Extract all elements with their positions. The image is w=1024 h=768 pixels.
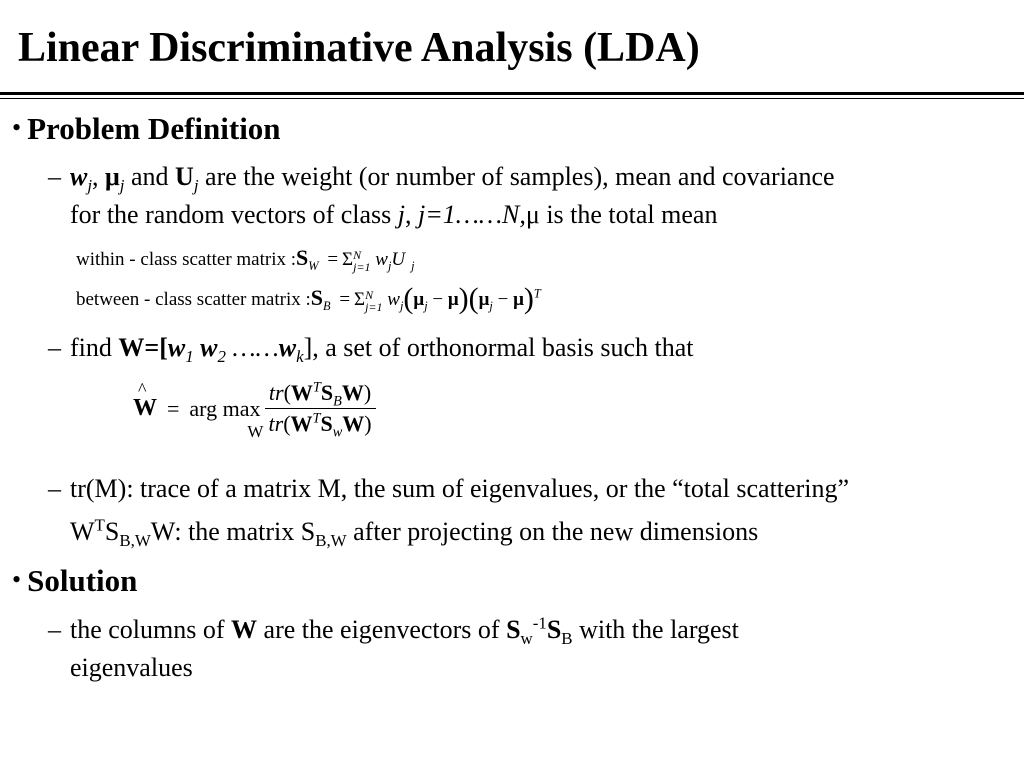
dash-icon: – bbox=[48, 333, 61, 362]
w1: w bbox=[167, 333, 186, 362]
word-and: and bbox=[131, 162, 169, 191]
paren-open: ( bbox=[468, 282, 479, 315]
S-B: S bbox=[546, 615, 562, 644]
within-S: S bbox=[296, 245, 309, 270]
within-label: within - class scatter matrix : bbox=[76, 249, 297, 270]
T: T bbox=[312, 410, 321, 427]
between-class-equation bbox=[76, 283, 541, 313]
mu-j: μ bbox=[478, 289, 490, 310]
title-rule-thick bbox=[0, 92, 1024, 95]
wk: w bbox=[278, 333, 297, 362]
wk-sub: k bbox=[296, 347, 304, 367]
W: W bbox=[150, 517, 175, 546]
sum-bottom: j=1 bbox=[365, 299, 383, 314]
ellipsis: …… bbox=[232, 333, 279, 362]
title-rule-thin bbox=[0, 98, 1024, 99]
S: S bbox=[104, 517, 120, 546]
term-U-sub: j bbox=[411, 258, 415, 273]
sub-j: j bbox=[119, 176, 125, 196]
S-sub: B bbox=[333, 393, 342, 410]
var-mu: μ bbox=[105, 162, 120, 191]
W-close: ], bbox=[303, 333, 319, 362]
between-S-sub: B bbox=[323, 298, 331, 313]
ratio-fraction bbox=[265, 379, 376, 441]
item-3-text: tr(M): trace of a matrix M, the sum of eigenvalues, or the “total scattering” bbox=[70, 474, 849, 503]
mu-total: μ bbox=[447, 289, 459, 310]
formula-eq: = bbox=[167, 395, 180, 421]
problem-item-1-line-1 bbox=[48, 160, 835, 194]
argmax-formula bbox=[133, 380, 376, 454]
solution-item-line-1 bbox=[48, 613, 739, 647]
W: W bbox=[341, 380, 364, 405]
problem-item-2 bbox=[48, 331, 694, 365]
S-sub: B,W bbox=[315, 531, 347, 551]
W-open: W=[ bbox=[118, 333, 168, 362]
mu-j-sub: j bbox=[489, 298, 493, 313]
T: T bbox=[94, 515, 105, 535]
sum-top: N bbox=[365, 287, 374, 302]
term-U: U bbox=[391, 249, 406, 270]
term-w-sub: j bbox=[399, 298, 404, 313]
w1-sub: 1 bbox=[185, 347, 194, 367]
w2: w bbox=[200, 333, 218, 362]
S-w: S bbox=[506, 615, 521, 644]
sub-j: j bbox=[87, 176, 93, 196]
comma: , bbox=[92, 162, 99, 191]
mu-j: μ bbox=[413, 289, 425, 310]
paren-close: ) bbox=[523, 282, 534, 315]
var-w: w bbox=[70, 162, 88, 191]
between-eq: = bbox=[339, 289, 351, 310]
problem-item-3-line-2 bbox=[70, 515, 758, 549]
S-B-sub: B bbox=[561, 629, 573, 649]
item-3-line-2-text: : the matrix S bbox=[174, 517, 316, 546]
term-w: w bbox=[375, 249, 388, 270]
within-class-equation bbox=[76, 245, 415, 273]
minus: − bbox=[497, 289, 509, 310]
item-1-text-a: are the weight (or number of samples), mean and covariance bbox=[205, 162, 835, 191]
W: W bbox=[290, 411, 313, 436]
W-hat bbox=[133, 379, 157, 422]
mu-total: μ bbox=[513, 289, 524, 310]
fraction-denominator: $tr(W^TS_wW)$ bbox=[268, 410, 372, 441]
bullet-dot-icon: • bbox=[12, 565, 22, 594]
var-mu-total: μ bbox=[525, 200, 540, 229]
comma: , bbox=[405, 200, 412, 229]
bullet-problem-definition bbox=[12, 111, 281, 149]
S: S bbox=[320, 411, 333, 436]
problem-heading: Problem Definition bbox=[27, 111, 281, 146]
term-w-sub: j bbox=[387, 258, 392, 273]
W: W bbox=[231, 615, 258, 644]
item-3-line-2-rest: after projecting on the new dimensions bbox=[353, 517, 759, 546]
item-2-rest: a set of orthonormal basis such that bbox=[325, 333, 694, 362]
word-find: find bbox=[70, 333, 112, 362]
sum-bottom: j=1 bbox=[353, 259, 371, 274]
item-1-text-b: for the random vectors of class bbox=[70, 200, 392, 229]
W-hat-letter: W bbox=[133, 395, 157, 421]
problem-item-1-line-2 bbox=[70, 198, 717, 232]
argmax-under: W bbox=[247, 421, 264, 441]
solution-text-d: eigenvalues bbox=[70, 653, 193, 682]
W: W bbox=[290, 380, 313, 405]
dash-icon: – bbox=[48, 615, 61, 644]
transpose-T: T bbox=[533, 286, 541, 301]
solution-text-c: with the largest bbox=[579, 615, 739, 644]
S-w-sub: w bbox=[520, 629, 533, 649]
tr: tr bbox=[268, 411, 284, 436]
between-label: between - class scatter matrix : bbox=[76, 289, 311, 310]
bullet-dot-icon: • bbox=[12, 113, 22, 142]
sum-top: N bbox=[353, 247, 362, 262]
bullet-solution bbox=[12, 563, 137, 601]
W: W bbox=[70, 517, 95, 546]
minus: − bbox=[432, 289, 444, 310]
solution-item-line-2 bbox=[70, 651, 193, 685]
var-U: U bbox=[175, 162, 194, 191]
var-j: j bbox=[397, 200, 406, 229]
sigma-icon: Σ bbox=[342, 249, 354, 270]
S-w-inverse: -1 bbox=[532, 613, 547, 633]
argmax-text: arg max bbox=[189, 395, 261, 421]
dash-icon: – bbox=[48, 474, 61, 503]
hat-icon: ^ bbox=[138, 379, 147, 399]
slide-title: Linear Discriminative Analysis (LDA) bbox=[18, 25, 700, 71]
S: S bbox=[320, 380, 334, 405]
paren-open: ( bbox=[403, 282, 414, 315]
S-sub: w bbox=[332, 424, 343, 441]
sub-j: j bbox=[193, 176, 199, 196]
problem-item-3 bbox=[48, 472, 849, 506]
paren-close: ) bbox=[458, 282, 469, 315]
within-eq: = bbox=[327, 249, 339, 270]
W: W bbox=[342, 411, 365, 436]
solution-text-a: the columns of bbox=[70, 615, 225, 644]
tr: tr bbox=[268, 380, 284, 405]
T: T bbox=[312, 379, 321, 396]
solution-text-b: are the eigenvectors of bbox=[263, 615, 500, 644]
item-1-text-c: is the total mean bbox=[546, 200, 718, 229]
S-sub: B,W bbox=[119, 531, 151, 551]
term-w: w bbox=[387, 289, 400, 310]
mu-j-sub: j bbox=[424, 298, 428, 313]
dash-icon: – bbox=[48, 162, 61, 191]
j-range: j=1……N, bbox=[418, 200, 526, 229]
fraction-numerator: $tr(W^TS_BW)$ bbox=[265, 380, 376, 409]
within-S-sub: W bbox=[308, 258, 319, 273]
argmax-operator bbox=[189, 395, 264, 441]
between-S: S bbox=[310, 285, 324, 310]
w2-sub: 2 bbox=[217, 347, 226, 367]
solution-heading: Solution bbox=[27, 563, 138, 598]
sigma-icon: Σ bbox=[354, 289, 366, 310]
